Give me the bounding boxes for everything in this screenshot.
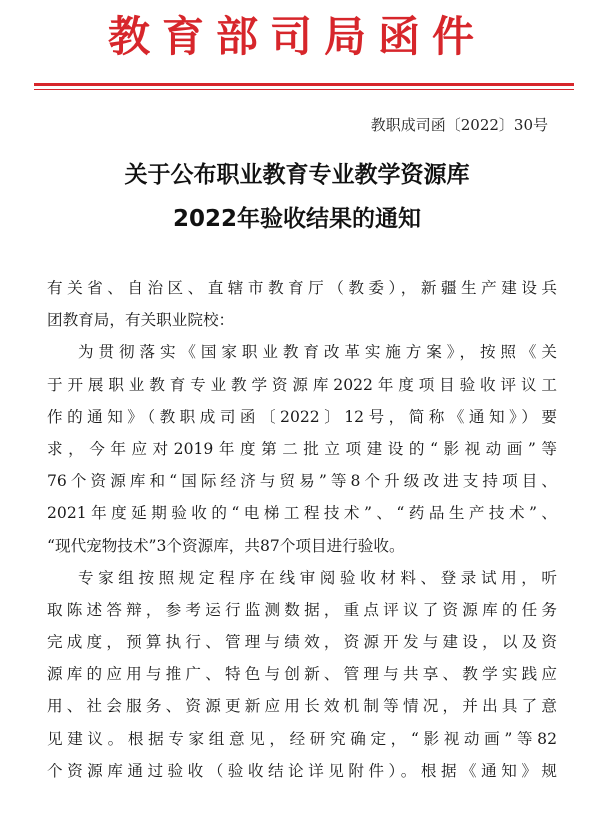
body-line: 用、社会服务、资源更新应用长效机制等情况，并出具了意 — [47, 697, 557, 716]
document-title-line-2: 2022年验收结果的通知 — [172, 206, 421, 232]
body-line: 源库的应用与推广、特色与创新、管理与共享、教学实践应 — [47, 665, 557, 684]
body-line: “现代宠物技术”3个资源库，共87个项目进行验收。 — [47, 536, 405, 555]
body-line: 有关省、自治区、直辖市教育厅（教委），新疆生产建设兵 — [47, 279, 557, 297]
body-line: 作的通知》（教职成司函〔2022〕12号，简称《通知》）要 — [47, 407, 557, 426]
body-line: 为贯彻落实《国家职业教育改革实施方案》，按照《关 — [78, 343, 557, 362]
letterhead-divider-thin — [34, 89, 574, 90]
document-number: 教职成司函〔2022〕30号 — [370, 116, 548, 134]
body-line: 2021年度延期验收的“电梯工程技术”、“药品生产技术”、 — [47, 504, 557, 523]
body-line: 取陈述答辩，参考运行监测数据，重点评议了资源库的任务 — [47, 600, 557, 619]
document-body — [47, 272, 557, 787]
body-line: 于开展职业教育专业教学资源库2022年度项目验收评议工 — [47, 375, 557, 394]
letterhead-title: 教育部司局函件 — [107, 12, 486, 61]
body-line: 团教育局，有关职业院校： — [47, 311, 235, 330]
body-line: 见建议。根据专家组意见，经研究确定，“影视动画”等82 — [47, 729, 557, 748]
body-line: 求，今年应对2019年度第二批立项建设的“影视动画”等 — [47, 439, 557, 458]
body-line: 完成度，预算执行、管理与绩效，资源开发与建设，以及资 — [47, 633, 557, 652]
body-line: 76个资源库和“国际经济与贸易”等8个升级改进支持项目、 — [47, 472, 557, 491]
letterhead-divider-thick — [34, 83, 574, 86]
document-title-line-1: 关于公布职业教育专业教学资源库 — [124, 162, 470, 188]
body-line: 个资源库通过验收（验收结论详见附件）。根据《通知》规 — [47, 761, 557, 780]
body-line: 专家组按照规定程序在线审阅验收材料、登录试用，听 — [78, 568, 557, 587]
